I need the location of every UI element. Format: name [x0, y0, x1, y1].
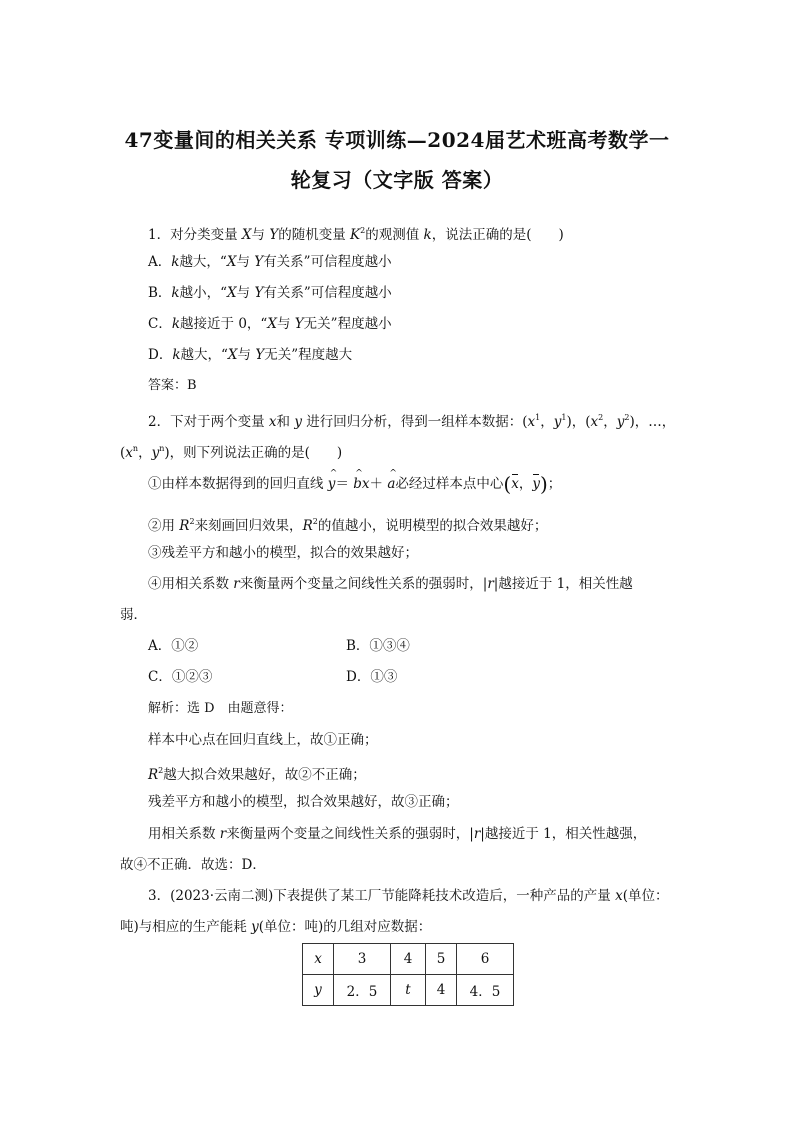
left-paren-glyph: (: [503, 472, 512, 496]
question-2-option-a: A．①②: [148, 638, 199, 654]
data-table: [302, 943, 514, 1006]
question-2-option-d: D．①③: [346, 669, 398, 685]
question-3-stem-line-2: 吨)与相应的生产能耗 y(单位：吨)的几组对应数据：: [120, 919, 432, 935]
question-2-solution-line-1: 样本中心点在回归直线上，故①正确；: [148, 732, 378, 748]
question-1-stem: 1．对分类变量 X与 Y的随机变量 $K^2$的观测值 k，说法正确的是( ): [148, 226, 564, 243]
question-1-answer: 答案：B: [148, 378, 197, 393]
question-2-statement-1: ①由样本数据得到的回归直线 ^ y＝ ^ bx＋ ^ a必经过样本点中心(x，y)；: [148, 475, 561, 493]
question-2-solution-line-3: 残差平方和越小的模型，拟合效果越好，故③正确；: [148, 794, 459, 810]
question-3-stem-line-1: 3．(2023·云南二测)下表提供了某工厂节能降耗技术改造后，一种产品的产量 x(单位：: [148, 888, 669, 904]
question-2-statement-3: ③残差平方和越小的模型，拟合的效果越好；: [148, 545, 418, 561]
question-1-option-c: C．k越接近于 0，“X与 Y无关”程度越小: [148, 316, 392, 332]
question-2-statement-2: ②用 $R^2$来刻画回归效果，$R^2$的值越小，说明模型的拟合效果越好；: [148, 517, 548, 534]
question-2-solution-line-4: 用相关系数 r来衡量两个变量之间线性关系的强弱时，|r|越接近于 1，相关性越强，: [148, 826, 647, 842]
question-2-option-c: C．①②③: [148, 669, 213, 685]
table-cell: 4: [426, 975, 457, 1006]
right-paren-glyph: ): [539, 472, 548, 496]
question-2-solution-line-5: 故④不正确．故选：D．: [120, 857, 266, 873]
table-cell: x: [303, 944, 334, 975]
question-2-solution-line-2: $R^2$越大拟合效果越好，故②不正确；: [148, 766, 366, 783]
question-2-statement-4-continued: 弱．: [120, 607, 147, 623]
document-title-line-2: 轮复习（文字版 答案）: [290, 168, 504, 192]
question-2-option-b: B．①③④: [346, 638, 410, 654]
question-1-option-d: D．k越大，“X与 Y无关”程度越大: [148, 347, 353, 363]
table-row-x: [303, 944, 514, 975]
table-cell: t: [391, 975, 426, 1006]
table-cell: 3: [334, 944, 391, 975]
question-1-option-a: A．k越大，“X与 Y有关系”可信程度越小: [148, 254, 392, 270]
table-row-y: [303, 975, 514, 1006]
question-2-stem-line-2: ($x^n$，$y^n$)，则下列说法正确的是( ): [120, 444, 343, 461]
question-2-statement-4: ④用相关系数 r来衡量两个变量之间线性关系的强弱时，|r|越接近于 1，相关性越: [148, 576, 633, 592]
table-cell: y: [303, 975, 334, 1006]
table-cell: 2．5: [334, 975, 391, 1006]
question-2-solution-heading: 解析：选 D 由题意得：: [148, 701, 293, 716]
table-cell: 6: [457, 944, 514, 975]
document-title-line-1: 47变量间的相关关系 专项训练—2024届艺术班高考数学一: [124, 128, 670, 152]
table-cell: 4．5: [457, 975, 514, 1006]
question-1-option-b: B．k越小，“X与 Y有关系”可信程度越小: [148, 285, 392, 301]
table-cell: 4: [391, 944, 426, 975]
question-2-stem-line-1: 2．下对于两个变量 x和 y 进行回归分析，得到一组样本数据：($x^1$，$y^1$)，($x^2$，$y^2$)，…，: [148, 413, 676, 430]
table-cell: 5: [426, 944, 457, 975]
